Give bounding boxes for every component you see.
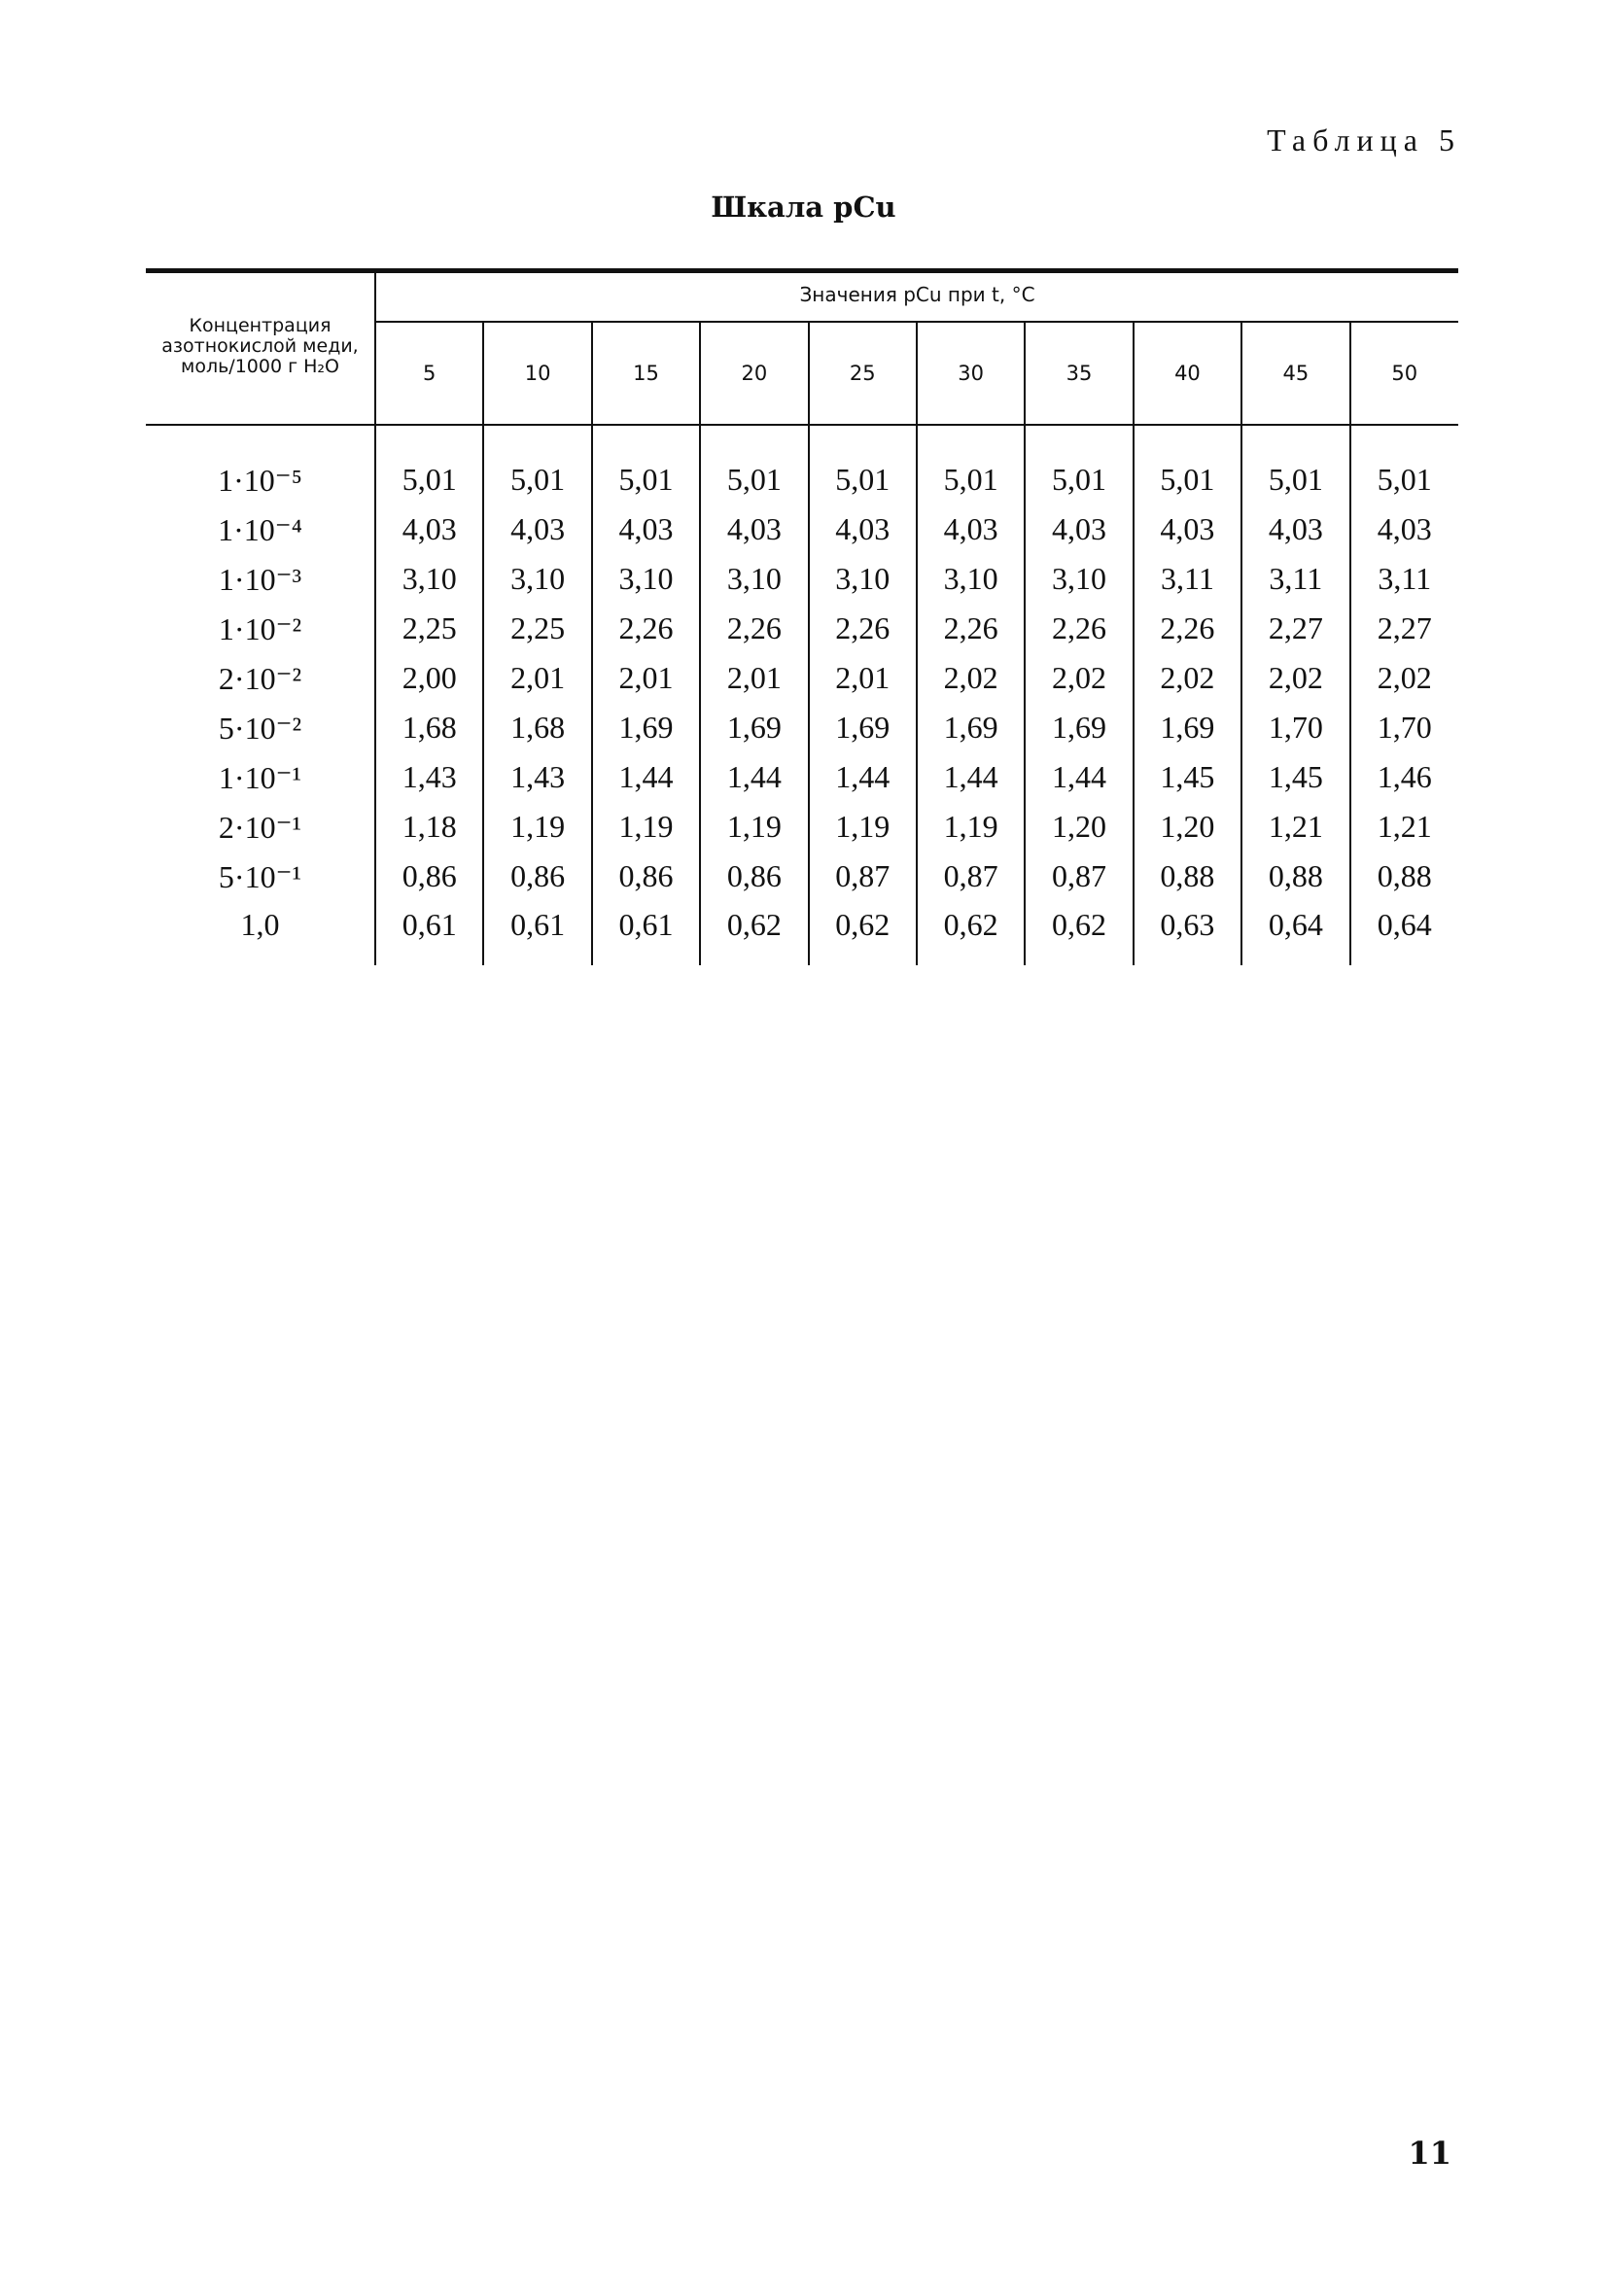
concentration-cell: 1·10⁻³: [146, 554, 375, 604]
temperature-header-cell: 50: [1350, 322, 1459, 425]
pcu-value-cell: 2,25: [483, 604, 591, 653]
pcu-value-cell: 2,02: [1134, 653, 1241, 703]
table-row: [146, 852, 1458, 901]
pcu-value-cell: 3,10: [700, 554, 808, 604]
temperature-header-cell: 15: [592, 322, 700, 425]
pcu-value-cell: 1,69: [1025, 703, 1133, 752]
page-number: 11: [1408, 2135, 1451, 2172]
pcu-value-cell: 5,01: [1134, 425, 1241, 504]
table-row: [146, 504, 1458, 554]
pcu-value-cell: 0,88: [1241, 852, 1349, 901]
pcu-value-cell: 1,44: [1025, 752, 1133, 802]
table-row: [146, 604, 1458, 653]
pcu-value-cell: 3,11: [1378, 561, 1432, 596]
pcu-value-cell: 3,10: [809, 554, 917, 604]
concentration-cell: 2·10⁻²: [146, 653, 375, 703]
pcu-value-cell: 0,86: [592, 852, 700, 901]
pcu-value-cell: 2,01: [592, 653, 700, 703]
pcu-value-cell: 4,03: [917, 504, 1025, 554]
pcu-value-cell: 0,88: [1377, 858, 1432, 893]
temperature-header-cell: 40: [1134, 322, 1241, 425]
pcu-value-cell: 2,27: [1241, 604, 1349, 653]
pcu-value-cell: 2,02: [917, 653, 1025, 703]
concentration-cell: 5·10⁻²: [146, 703, 375, 752]
pcu-value-cell: 5,01: [592, 425, 700, 504]
pcu-value-cell: 5,01: [375, 425, 483, 504]
pcu-value-cell: 5,01: [483, 425, 591, 504]
pcu-value-cell: 0,87: [917, 852, 1025, 901]
pcu-value-cell: 2,02: [1025, 653, 1133, 703]
pcu-value-cell: 1,43: [375, 752, 483, 802]
temperature-header-cell: 30: [917, 322, 1025, 425]
pcu-value-cell: 1,70: [1377, 710, 1432, 745]
pcu-value-cell: 4,03: [1241, 504, 1349, 554]
temperature-header-cell: 45: [1241, 322, 1349, 425]
pcu-value-cell: 0,62: [700, 901, 808, 965]
pcu-value-cell: 1,69: [809, 703, 917, 752]
pcu-value-cell: 4,03: [700, 504, 808, 554]
concentration-cell: 1·10⁻⁵: [146, 425, 375, 504]
pcu-value-cell: 1,69: [1134, 703, 1241, 752]
pcu-value-cell: 5,01: [1377, 462, 1432, 497]
pcu-value-cell: 2,01: [483, 653, 591, 703]
table-caption: Таблица 5: [1267, 122, 1461, 157]
table-body: [146, 425, 1458, 965]
temperature-header-cell: 25: [809, 322, 917, 425]
pcu-value-cell: 2,02: [1241, 653, 1349, 703]
table-row: [146, 901, 1458, 965]
pcu-value-cell: 3,10: [483, 554, 591, 604]
pcu-value-cell: 1,68: [375, 703, 483, 752]
pcu-value-cell: 2,27: [1377, 610, 1432, 645]
pcu-value-cell: 1,19: [917, 802, 1025, 852]
table-title: Шкала pCu: [711, 191, 896, 224]
pcu-value-cell: 2,26: [700, 604, 808, 653]
pcu-value-cell: 1,20: [1134, 802, 1241, 852]
pcu-value-cell: 0,62: [1025, 901, 1133, 965]
pcu-value-cell: 4,03: [1134, 504, 1241, 554]
pcu-value-cell: 0,63: [1134, 901, 1241, 965]
table-row: [146, 554, 1458, 604]
pcu-value-cell: 1,45: [1134, 752, 1241, 802]
pcu-value-cell: 2,00: [375, 653, 483, 703]
pcu-value-cell: 1,19: [592, 802, 700, 852]
pcu-value-cell: 1,68: [483, 703, 591, 752]
pcu-value-cell: 0,86: [483, 852, 591, 901]
temperature-header-cell: 35: [1025, 322, 1133, 425]
pcu-value-cell: 1,44: [592, 752, 700, 802]
pcu-value-cell: 1,21: [1241, 802, 1349, 852]
pcu-value-cell: 0,88: [1134, 852, 1241, 901]
table-row: [146, 752, 1458, 802]
pcu-value-cell: 2,01: [809, 653, 917, 703]
pcu-value-cell: 2,26: [1025, 604, 1133, 653]
pcu-value-cell: 1,44: [917, 752, 1025, 802]
pcu-value-cell: 1,19: [809, 802, 917, 852]
pcu-value-cell: 2,26: [592, 604, 700, 653]
pcu-value-cell: 1,44: [700, 752, 808, 802]
pcu-value-cell: 4,03: [375, 504, 483, 554]
pcu-value-cell: 3,10: [1025, 554, 1133, 604]
pcu-value-cell: 1,19: [700, 802, 808, 852]
pcu-value-cell: 2,26: [809, 604, 917, 653]
pcu-value-cell: 0,61: [483, 901, 591, 965]
pcu-value-cell: 4,03: [483, 504, 591, 554]
table-row: [146, 802, 1458, 852]
pcu-value-cell: 2,26: [1134, 604, 1241, 653]
pcu-value-cell: 5,01: [700, 425, 808, 504]
table-row: [146, 653, 1458, 703]
pcu-value-cell: 1,69: [592, 703, 700, 752]
pcu-value-cell: 3,11: [1134, 554, 1241, 604]
pcu-value-cell: 4,03: [1377, 511, 1432, 546]
pcu-value-cell: 0,86: [375, 852, 483, 901]
pcu-value-cell: 0,64: [1377, 907, 1432, 942]
pcu-value-cell: 0,62: [917, 901, 1025, 965]
pcu-value-cell: 2,25: [375, 604, 483, 653]
table-row: [146, 425, 1458, 504]
pcu-value-cell: 1,20: [1025, 802, 1133, 852]
temperature-header-cell: 20: [700, 322, 808, 425]
concentration-header: Концентрация азотнокислой меди, моль/1000 г H₂O: [146, 268, 375, 425]
pcu-value-cell: 1,21: [1377, 809, 1432, 844]
pcu-value-cell: 5,01: [1241, 425, 1349, 504]
pcu-value-cell: 4,03: [1025, 504, 1133, 554]
pcu-value-cell: 1,44: [809, 752, 917, 802]
pcu-value-cell: 2,26: [917, 604, 1025, 653]
concentration-cell: 1·10⁻⁴: [146, 504, 375, 554]
pcu-value-cell: 1,46: [1377, 759, 1432, 794]
pcu-value-cell: 0,61: [592, 901, 700, 965]
pcu-scale-table: [146, 268, 1458, 965]
pcu-value-cell: 1,69: [917, 703, 1025, 752]
concentration-cell: 1,0: [146, 901, 375, 965]
pcu-value-cell: 3,10: [592, 554, 700, 604]
pcu-value-cell: 3,10: [917, 554, 1025, 604]
pcu-values-header: Значения pCu при t, °C: [375, 268, 1458, 322]
pcu-value-cell: 0,87: [1025, 852, 1133, 901]
pcu-value-cell: 4,03: [592, 504, 700, 554]
pcu-value-cell: 1,70: [1241, 703, 1349, 752]
pcu-value-cell: 0,86: [700, 852, 808, 901]
pcu-value-cell: 5,01: [809, 425, 917, 504]
pcu-value-cell: 3,11: [1241, 554, 1349, 604]
pcu-value-cell: 1,18: [375, 802, 483, 852]
pcu-value-cell: 5,01: [917, 425, 1025, 504]
pcu-value-cell: 1,45: [1241, 752, 1349, 802]
pcu-value-cell: 1,69: [700, 703, 808, 752]
pcu-value-cell: 2,02: [1377, 660, 1432, 695]
concentration-cell: 5·10⁻¹: [146, 852, 375, 901]
pcu-value-cell: 0,61: [375, 901, 483, 965]
temperature-header-cell: 10: [483, 322, 591, 425]
pcu-value-cell: 1,43: [483, 752, 591, 802]
pcu-value-cell: 3,10: [375, 554, 483, 604]
pcu-value-cell: 0,64: [1241, 901, 1349, 965]
pcu-value-cell: 0,62: [809, 901, 917, 965]
concentration-cell: 1·10⁻²: [146, 604, 375, 653]
pcu-value-cell: 1,19: [483, 802, 591, 852]
concentration-cell: 2·10⁻¹: [146, 802, 375, 852]
temperature-header-cell: 5: [375, 322, 483, 425]
pcu-value-cell: 4,03: [809, 504, 917, 554]
concentration-cell: 1·10⁻¹: [146, 752, 375, 802]
pcu-value-cell: 0,87: [809, 852, 917, 901]
pcu-value-cell: 5,01: [1025, 425, 1133, 504]
pcu-value-cell: 2,01: [700, 653, 808, 703]
table-row: [146, 703, 1458, 752]
